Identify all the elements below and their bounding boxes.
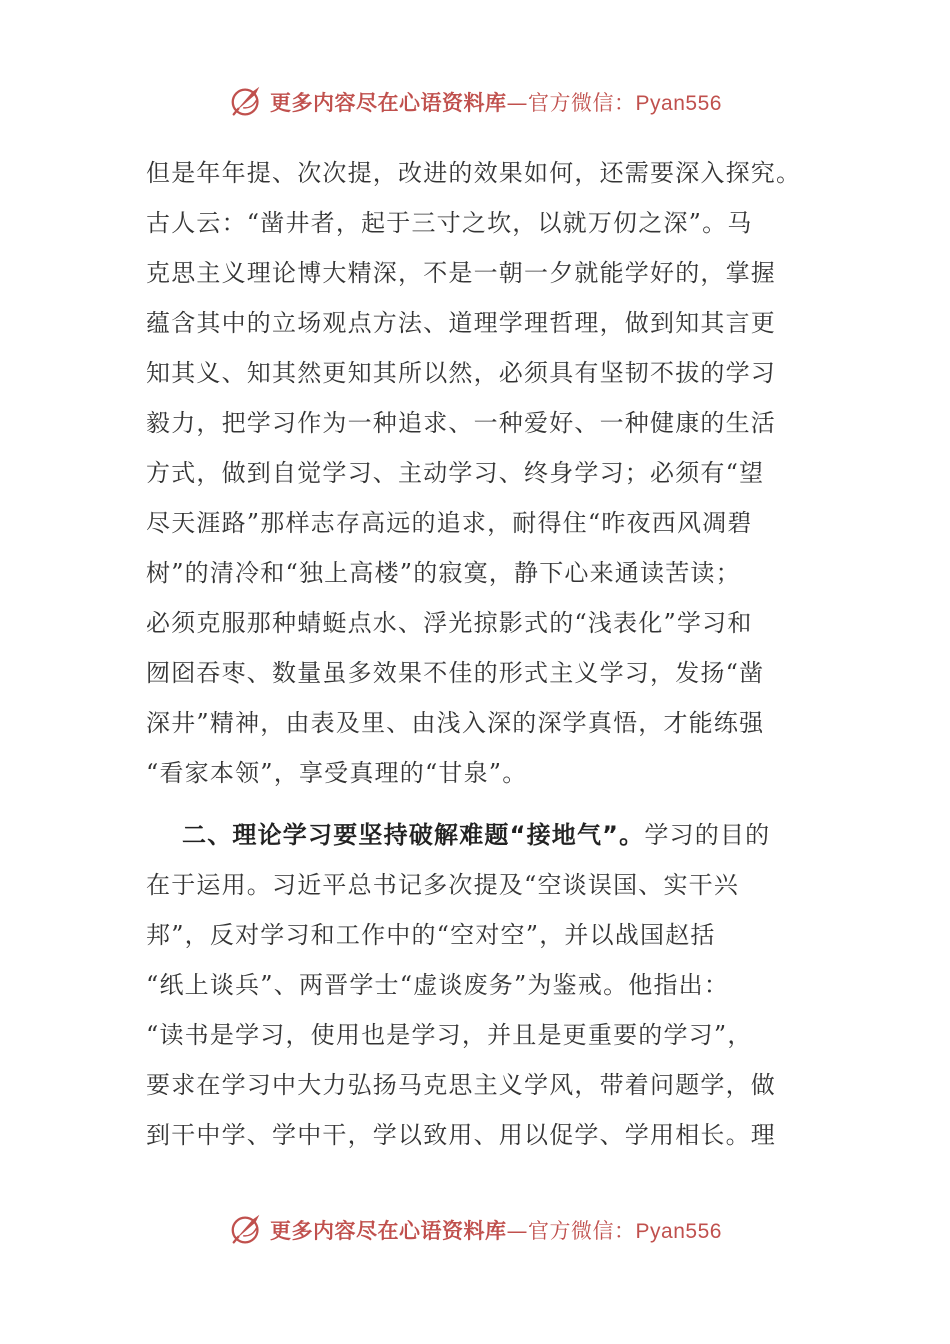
- text-line: 古人云：“凿井者，起于三寸之坎，以就万仞之深”。马: [146, 209, 753, 237]
- section-heading: 二、理论学习要坚持破解难题“接地气”。: [182, 821, 645, 849]
- text-line: 克思主义理论博大精深，不是一朝一夕就能学好的，掌握: [146, 259, 776, 287]
- text-line: 必须克服那种蜻蜓点水、浮光掠影式的“浅表化”学习和: [146, 609, 753, 637]
- text-line: 方式，做到自觉学习、主动学习、终身学习；必须有“望: [146, 459, 765, 487]
- watermark-main: 更多内容尽在心语资料库: [270, 1219, 507, 1243]
- watermark-id: Pyan556: [635, 92, 722, 115]
- text-line: 到干中学、学中干，学以致用、用以促学、学用相长。理: [146, 1121, 776, 1149]
- text-line: 深井”精神，由表及里、由浅入深的深学真悟，才能练强: [146, 709, 765, 737]
- quill-pen-icon: [228, 1211, 266, 1249]
- watermark-main: 更多内容尽在心语资料库: [270, 91, 507, 115]
- text-line: 蕴含其中的立场观点方法、道理学理哲理，做到知其言更: [146, 309, 776, 337]
- watermark-dash: —: [506, 1219, 529, 1243]
- quill-pen-icon: [228, 83, 266, 121]
- text-line: 尽天涯路”那样志存高远的追求，耐得住“昨夜西风凋碧: [146, 509, 753, 537]
- text-line: “纸上谈兵”、两晋学士“虚谈废务”为鉴戒。他指出：: [146, 971, 730, 999]
- paragraph-2: [146, 810, 806, 1160]
- text-line: 知其义、知其然更知其所以然，必须具有坚韧不拔的学习: [146, 359, 776, 387]
- text-line: 树”的清冷和“独上高楼”的寂寞，静下心来通读苦读；: [146, 559, 741, 587]
- text-line: “读书是学习，使用也是学习，并且是更重要的学习”，: [146, 1021, 753, 1049]
- text-line: 毅力，把学习作为一种追求、一种爱好、一种健康的生活: [146, 409, 776, 437]
- footer-watermark: [0, 1210, 950, 1250]
- watermark-dash: —: [506, 91, 529, 115]
- text-line: 在于运用。习近平总书记多次提及“空谈误国、实干兴: [146, 871, 740, 899]
- document-body: [146, 148, 806, 1160]
- watermark-label: 官方微信：: [528, 91, 636, 115]
- watermark-label: 官方微信：: [528, 1219, 636, 1243]
- text-line: 要求在学习中大力弘扬马克思主义学风，带着问题学，做: [146, 1071, 776, 1099]
- text-line: 囫囵吞枣、数量虽多效果不佳的形式主义学习，发扬“凿: [146, 659, 765, 687]
- text-line: 但是年年提、次次提，改进的效果如何，还需要深入探究。: [146, 159, 802, 187]
- watermark-text: [270, 1215, 722, 1245]
- heading-continuation: 学习的目的: [644, 821, 771, 849]
- text-line-first: [146, 810, 806, 860]
- text-line: “看家本领”，享受真理的“甘泉”。: [146, 759, 528, 787]
- header-watermark: [0, 82, 950, 122]
- paragraph-1: [146, 148, 806, 798]
- watermark-id: Pyan556: [635, 1220, 722, 1243]
- text-line: 邦”，反对学习和工作中的“空对空”，并以战国赵括: [146, 921, 716, 949]
- watermark-text: [270, 87, 722, 117]
